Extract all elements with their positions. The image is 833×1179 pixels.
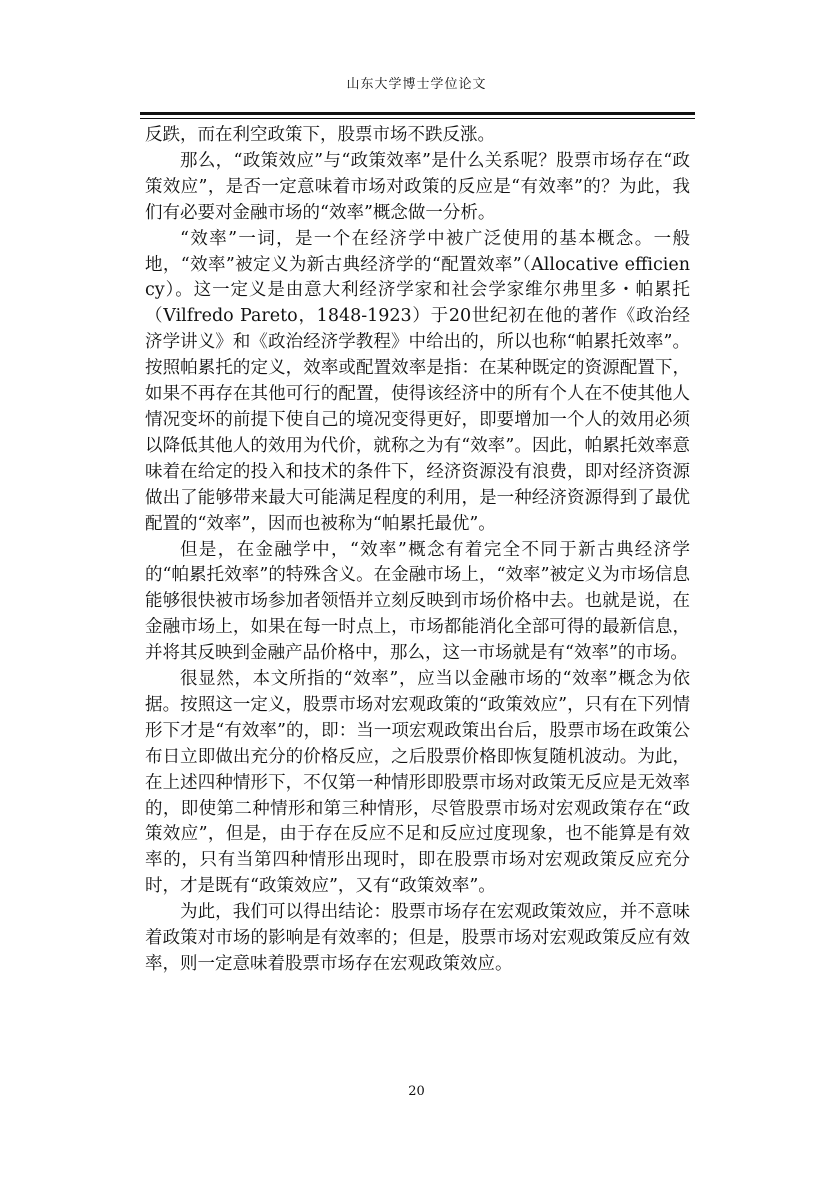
paragraph-pareto-efficiency: “效率”一词，是一个在经济学中被广泛使用的基本概念。一般地，“效率”被定义为新古典经济学的“配置效率”（Allocative efficiency）。这一定义是由意大利经济学家和社会学家维尔弗里多・帕累托（Vilfredo Pareto，1848-1923）于20世纪初在他的著作《政治经济学讲义》和《政治经济学教程》中给出的，所以也称“帕累托效率”。按照帕累托的定义，效率或配置效率是指：在某种既定的资源配置下，如果不再存在其他可行的配置，使得该经济中的所有个人在不使其他人情况变坏的前提下使自己的境况变得更好，即要增加一个人的效用必须以降低其他人的效用为代价，就称之为有“效率”。因此，帕累托效率意味着在给定的投入和技术的条件下，经济资源没有浪费，即对经济资源做出了能够带来最大可能满足程度的利用，是一种经济资源得到了最优配置的“效率”，因而也被称为“帕累托最优”。 — [145, 228, 690, 534]
paragraph-policy-efficiency-question: 那么，“政策效应”与“政策效率”是什么关系呢？股票市场存在“政策效应”，是否一定意味着市场对政策的反应是“有效率”的？为此，我们有必要对金融市场的“效率”概念做一分析。 — [145, 150, 690, 223]
header-rule-thick — [140, 112, 695, 115]
paragraph-continued: 反跌，而在利空政策下，股票市场不跌反涨。 — [145, 125, 495, 145]
paragraph-financial-efficiency: 但是，在金融学中，“效率”概念有着完全不同于新古典经济学的“帕累托效率”的特殊含义。在金融市场上，“效率”被定义为市场信息能够很快被市场参加者领悟并立刻反映到市场价格中去。也就是说，在金融市场上，如果在每一时点上，市场都能消化全部可得的最新信息，并将其反映到金融产品价格中，那么，这一市场就是有“效率”的市场。 — [145, 539, 690, 664]
paragraph-conclusion: 为此，我们可以得出结论：股票市场存在宏观政策效应，并不意味着政策对市场的影响是有效率的；但是，股票市场对宏观政策反应有效率，则一定意味着股票市场存在宏观政策效应。 — [145, 902, 690, 974]
paragraph-four-cases: 很显然，本文所指的“效率”，应当以金融市场的“效率”概念为依据。按照这一定义，股票市场对宏观政策的“政策效应”，只有在下列情形下才是“有效率”的，即：当一项宏观政策出台后，股票市场在政策公布日立即做出充分的价格反应，之后股票价格即恢复随机波动。为此，在上述四种情形下，不仅第一种情形即股票市场对政策无反应是无效率的，即使第二种情形和第三种情形，尽管股票市场对宏观政策存在“政策效应”，但是，由于存在反应不足和反应过度现象，也不能算是有效率的，只有当第四种情形出现时，即在股票市场对宏观政策反应充分时，才是既有“政策效应”，又有“政策效率”。 — [145, 669, 690, 897]
header-rule-thin — [140, 118, 695, 119]
page-number: 20 — [408, 1084, 425, 1099]
running-header-title: 山东大学博士学位论文 — [346, 77, 487, 92]
body-text — [145, 123, 690, 978]
